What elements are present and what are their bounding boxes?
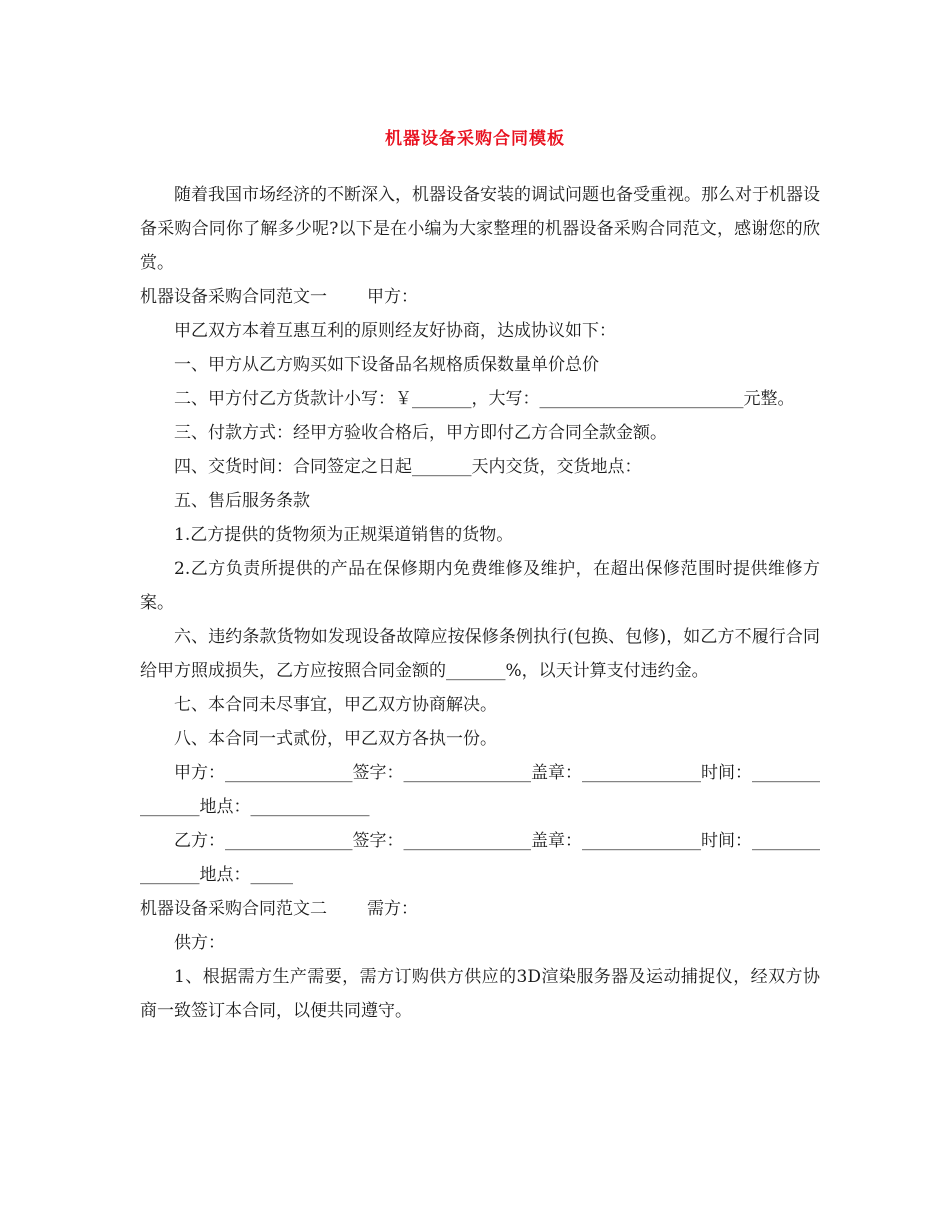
party-a-label: 甲方：: [367, 287, 418, 307]
agreement-paragraph: 甲乙双方本着互惠互利的原则经友好协商，达成协议如下：: [174, 321, 616, 341]
section1-heading-line: [140, 280, 820, 314]
buyer-label: 需方：: [367, 899, 418, 919]
clause-8: 八、本合同一式贰份，甲乙双方各执一份。: [174, 729, 497, 749]
section2-clause-1: 1、根据需方生产需要，需方订购供方供应的3D渲染服务器及运动捕捉仪，经双方协商一致签订本合同，以便共同遵守。: [140, 967, 820, 1021]
document-title: 机器设备采购合同模板: [385, 129, 565, 149]
clause-5: 五、售后服务条款: [174, 491, 310, 511]
clause-3: 三、付款方式：经甲方验收合格后，甲方即付乙方合同全款金额。: [174, 423, 667, 443]
clause-4: 四、交货时间：合同签定之日起_______天内交货，交货地点：: [174, 457, 642, 477]
clause-7: 七、本合同未尽事宜，甲乙双方协商解决。: [174, 695, 497, 715]
section1-heading: 机器设备采购合同范文一: [140, 287, 327, 307]
intro-paragraph: 随着我国市场经济的不断深入，机器设备安装的调试问题也备受重视。那么对于机器设备采购合同你了解多少呢?以下是在小编为大家整理的机器设备采购合同范文，感谢您的欣赏。: [140, 185, 820, 273]
supplier-label: 供方：: [174, 933, 225, 953]
section2-heading: 机器设备采购合同范文二: [140, 899, 327, 919]
signature-line-party-b: 乙方：_______________签字：_______________盖章：______________时间：_______________地点：_____: [140, 831, 820, 885]
clause-5-1: 1.乙方提供的货物须为正规渠道销售的货物。: [174, 525, 514, 545]
section2-heading-line: [140, 892, 820, 926]
clause-6: 六、违约条款货物如发现设备故障应按保修条例执行(包换、包修)，如乙方不履行合同给甲方照成损失，乙方应按照合同金额的_______%，以天计算支付违约金。: [140, 627, 820, 681]
clause-1: 一、甲方从乙方购买如下设备品名规格质保数量单价总价: [174, 355, 599, 375]
clause-2: 二、甲方付乙方货款计小写：￥_______，大写：________________________元整。: [174, 389, 795, 409]
signature-line-party-a: 甲方：_______________签字：_______________盖章：______________时间：_______________地点：______________: [140, 763, 820, 817]
clause-5-2: 2.乙方负责所提供的产品在保修期内免费维修及维护，在超出保修范围时提供维修方案。: [140, 559, 820, 613]
document-body: [140, 178, 820, 1028]
